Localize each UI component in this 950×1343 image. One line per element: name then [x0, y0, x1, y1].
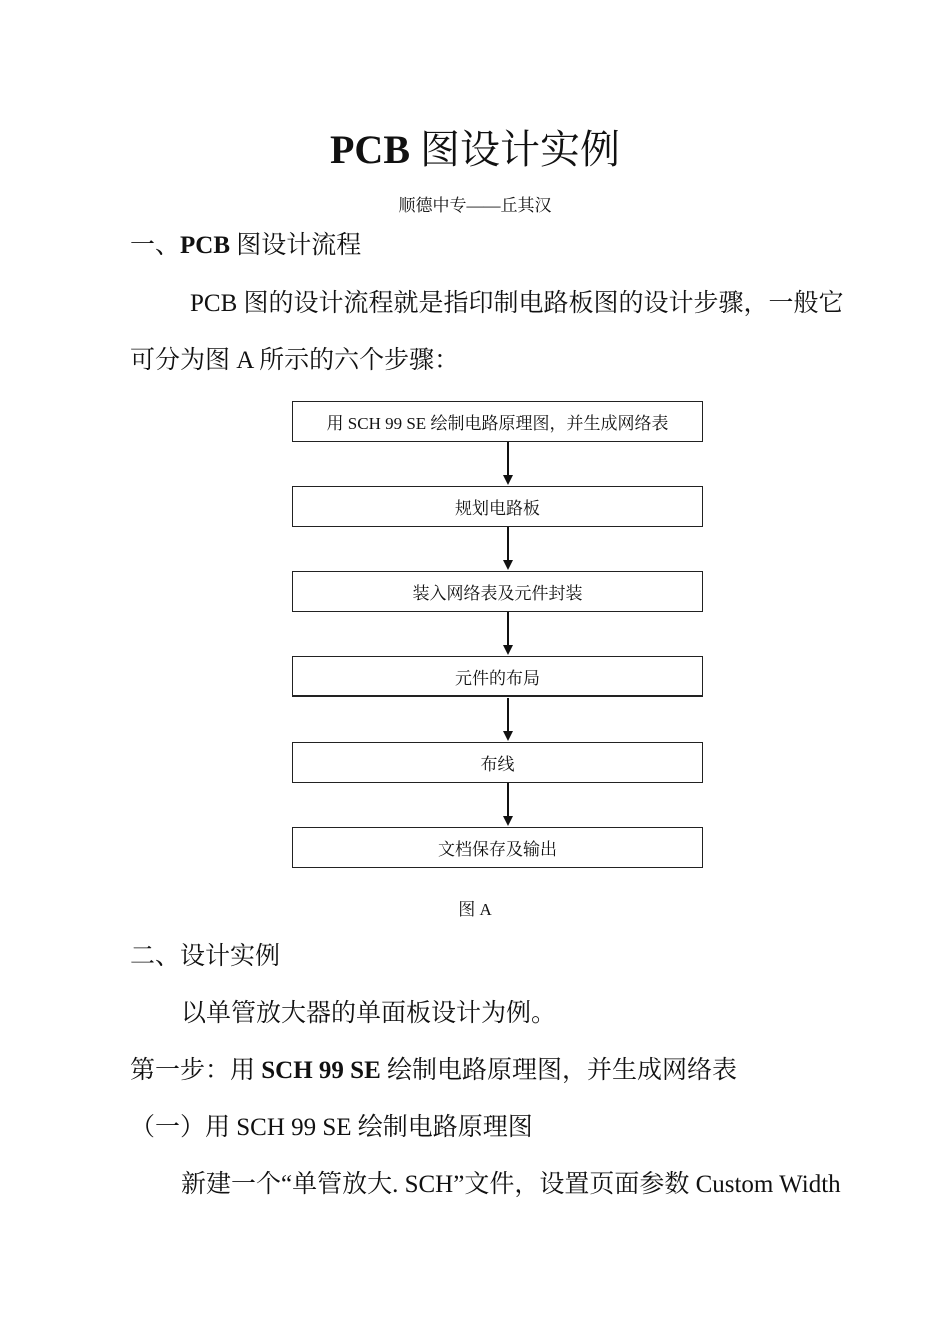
section-1-number: 一、 — [130, 232, 181, 259]
subsection-1-heading: （一）用 SCH 99 SE 绘制电路原理图 — [130, 1114, 533, 1141]
flow-step-4: 元件的布局 — [292, 656, 703, 697]
flow-arrow-4 — [498, 698, 518, 742]
flow-step-3: 装入网络表及元件封装 — [292, 571, 703, 612]
section-heading-2: 二、设计实例 — [130, 943, 281, 970]
intro-line-2: 可分为图 A 所示的六个步骤： — [130, 347, 460, 374]
flow-step-2: 规划电路板 — [292, 486, 703, 527]
flow-arrow-1 — [498, 442, 518, 486]
figure-caption: 图 A — [458, 900, 492, 919]
section-1-text: 图设计流程 — [230, 232, 362, 259]
title-rest: 图设计实例 — [410, 127, 620, 172]
flow-step-6: 文档保存及输出 — [292, 827, 703, 868]
section-heading-1 — [130, 225, 361, 261]
example-intro: 以单管放大器的单面板设计为例。 — [181, 1000, 557, 1027]
author-line: 顺德中专——丘其汉 — [398, 196, 552, 215]
step-1-prefix: 第一步：用 — [130, 1057, 262, 1084]
document-title — [0, 118, 950, 175]
step-1-rest: 绘制电路原理图，并生成网络表 — [380, 1057, 738, 1084]
flow-arrow-3 — [498, 612, 518, 656]
intro-line-1: PCB 图的设计流程就是指印制电路板图的设计步骤，一般它 — [190, 290, 844, 317]
title-bold-part: PCB — [330, 127, 410, 172]
body-last-line: 新建一个“单管放大. SCH”文件，设置页面参数 Custom Width — [181, 1171, 841, 1198]
flow-step-5: 布线 — [292, 742, 703, 783]
step-1-heading — [130, 1050, 737, 1086]
flow-arrow-2 — [498, 527, 518, 571]
section-1-bold: PCB — [180, 232, 231, 259]
step-1-bold: SCH 99 SE — [261, 1057, 381, 1084]
flow-arrow-5 — [498, 783, 518, 827]
flow-step-1: 用 SCH 99 SE 绘制电路原理图，并生成网络表 — [292, 401, 703, 442]
